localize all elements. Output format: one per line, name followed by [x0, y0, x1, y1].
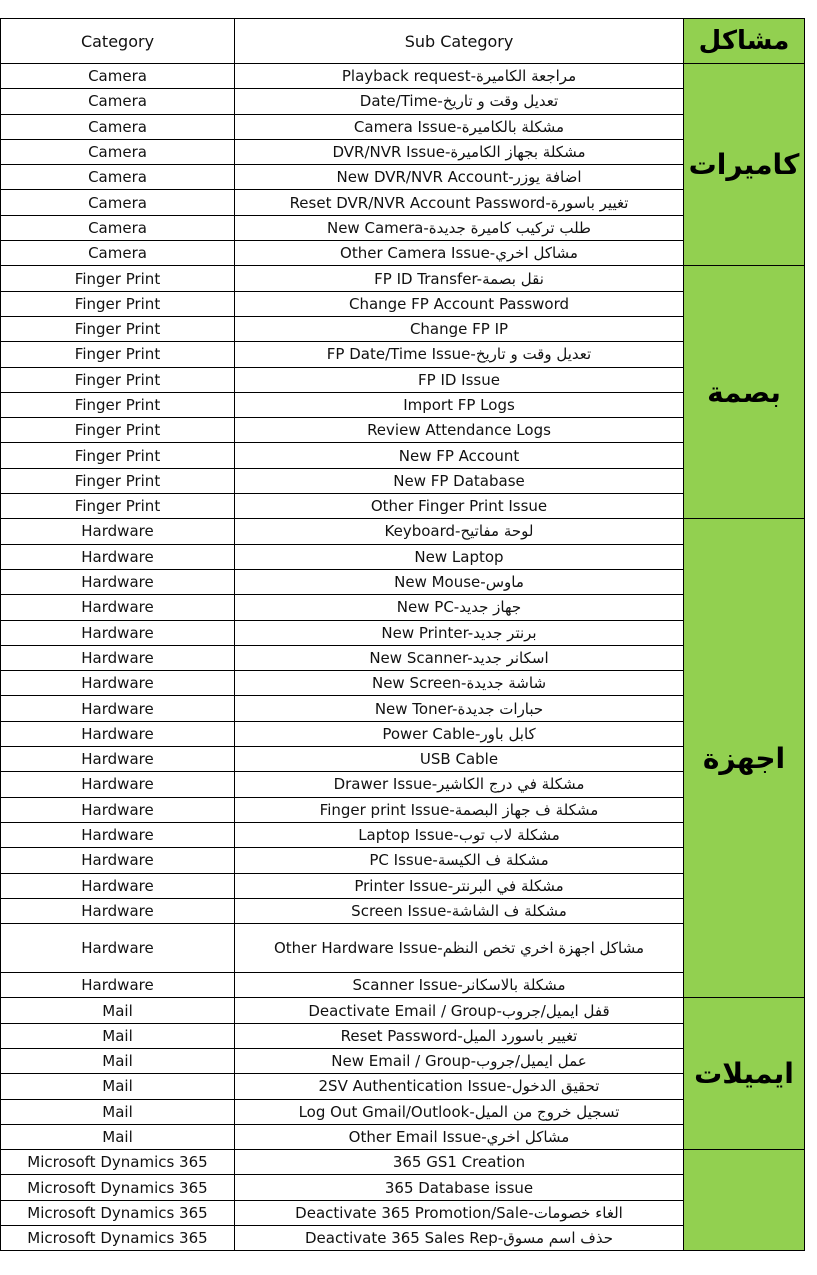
- table-row: [1, 1150, 805, 1175]
- category-cell: Microsoft Dynamics 365: [1, 1200, 235, 1225]
- category-cell: Mail: [1, 1048, 235, 1073]
- category-cell: Finger Print: [1, 392, 235, 417]
- sub-category-cell: [235, 1150, 684, 1175]
- header-row: [1, 19, 805, 64]
- category-cell: Hardware: [1, 973, 235, 998]
- sub-category-text: New Camera-طلب تركيب كاميرة جديدة: [326, 218, 591, 237]
- sub-category-text: New FP Database: [393, 471, 525, 490]
- sub-category-text: New PC-جهاز جديد: [396, 598, 522, 617]
- sub-category-cell: [235, 1099, 684, 1124]
- category-cell: Camera: [1, 114, 235, 139]
- sub-category-cell: [235, 924, 684, 973]
- table-row: [1, 998, 805, 1023]
- sub-category-cell: [235, 89, 684, 114]
- category-cell: Hardware: [1, 822, 235, 847]
- sub-category-cell: [235, 519, 684, 544]
- category-cell: Microsoft Dynamics 365: [1, 1150, 235, 1175]
- sub-category-text: Finger print Issue-مشكلة ف جهاز البصمة: [319, 800, 599, 819]
- sub-category-cell: [235, 822, 684, 847]
- category-cell: Finger Print: [1, 291, 235, 316]
- category-cell: Finger Print: [1, 367, 235, 392]
- sub-category-text: New Mouse-ماوس: [394, 573, 524, 592]
- category-cell: Microsoft Dynamics 365: [1, 1226, 235, 1251]
- sub-category-cell: [235, 367, 684, 392]
- category-cell: Hardware: [1, 873, 235, 898]
- sub-category-cell: [235, 595, 684, 620]
- sub-category-text: FP ID Transfer-نقل بصمة: [374, 269, 544, 288]
- sub-category-text: Playback request-مراجعة الكاميرة: [341, 67, 577, 86]
- table-row: [1, 64, 805, 89]
- header-category: Category: [1, 19, 235, 64]
- category-cell: Hardware: [1, 645, 235, 670]
- sub-category-text: 2SV Authentication Issue-تحقيق الدخول: [318, 1077, 600, 1096]
- sub-category-text: Review Attendance Logs: [367, 421, 551, 440]
- sub-category-text: FP ID Issue: [418, 370, 500, 389]
- sub-category-text: New Email / Group-عمل ايميل/جروب: [331, 1052, 587, 1071]
- sub-category-text: New Toner-حبارات جديدة: [374, 699, 544, 718]
- sub-category-text: New Printer-برنتر جديد: [381, 623, 537, 642]
- sub-category-text: 365 Database issue: [384, 1178, 534, 1197]
- category-cell: Hardware: [1, 747, 235, 772]
- sub-category-cell: [235, 1023, 684, 1048]
- header-group: مشاكل: [684, 19, 805, 64]
- sub-category-cell: [235, 1226, 684, 1251]
- sub-category-text: New Laptop: [414, 547, 504, 566]
- category-cell: Hardware: [1, 772, 235, 797]
- sub-category-text: Drawer Issue-مشكلة في درج الكاشير: [333, 775, 585, 794]
- sub-category-text: Deactivate Email / Group-قفل ايميل/جروب: [308, 1001, 610, 1020]
- category-cell: Finger Print: [1, 418, 235, 443]
- sub-category-text: New FP Account: [398, 446, 520, 465]
- sub-category-cell: [235, 1200, 684, 1225]
- category-cell: Finger Print: [1, 342, 235, 367]
- category-cell: Mail: [1, 1099, 235, 1124]
- category-cell: Camera: [1, 89, 235, 114]
- group-label: كاميرات: [684, 64, 805, 266]
- category-cell: Hardware: [1, 797, 235, 822]
- sub-category-text: Reset DVR/NVR Account Password-تغيير باسورة: [289, 193, 629, 212]
- subcategory-table: [0, 18, 805, 1251]
- category-cell: Finger Print: [1, 443, 235, 468]
- table-row: [1, 266, 805, 291]
- sub-category-cell: [235, 392, 684, 417]
- sub-category-cell: [235, 998, 684, 1023]
- sub-category-text: Printer Issue-مشكلة في البرنتر: [354, 876, 564, 895]
- category-cell: Camera: [1, 190, 235, 215]
- table-row: [1, 519, 805, 544]
- header-sub-category: Sub Category: [235, 19, 684, 64]
- category-cell: Camera: [1, 165, 235, 190]
- category-cell: Microsoft Dynamics 365: [1, 1175, 235, 1200]
- sub-category-text: PC Issue-مشكلة ف الكيسة: [369, 851, 549, 870]
- sub-category-cell: [235, 316, 684, 341]
- sub-category-text: Keyboard-لوحة مفاتيح: [384, 522, 534, 541]
- sub-category-cell: [235, 1074, 684, 1099]
- sub-category-cell: [235, 671, 684, 696]
- sub-category-cell: [235, 494, 684, 519]
- category-cell: Hardware: [1, 721, 235, 746]
- category-cell: Camera: [1, 241, 235, 266]
- category-cell: Hardware: [1, 898, 235, 923]
- sub-category-cell: [235, 696, 684, 721]
- sub-category-cell: [235, 544, 684, 569]
- sub-category-text: Screen Issue-مشكلة ف الشاشة: [351, 901, 567, 920]
- sub-category-text: Deactivate 365 Promotion/Sale-الغاء خصومات: [295, 1203, 623, 1222]
- category-cell: Camera: [1, 215, 235, 240]
- sub-category-text: Camera Issue-مشكلة بالكاميرة: [353, 117, 565, 136]
- sub-category-text: New DVR/NVR Account-اضافة يوزر: [336, 168, 582, 187]
- sub-category-cell: [235, 241, 684, 266]
- sub-category-text: Other Hardware Issue-مشاكل اجهزة اخري تخص النظم: [273, 939, 645, 958]
- sub-category-text: FP Date/Time Issue-تعديل وقت و تاريخ: [326, 345, 592, 364]
- sub-category-text: Deactivate 365 Sales Rep-حذف اسم مسوق: [305, 1229, 613, 1248]
- category-cell: Mail: [1, 1124, 235, 1149]
- category-cell: Camera: [1, 139, 235, 164]
- sub-category-cell: [235, 797, 684, 822]
- sub-category-text: Change FP IP: [409, 320, 509, 339]
- category-cell: Hardware: [1, 595, 235, 620]
- sub-category-text: New Screen-شاشة جديدة: [371, 674, 547, 693]
- sub-category-cell: [235, 1048, 684, 1073]
- sub-category-cell: [235, 848, 684, 873]
- category-cell: Mail: [1, 1074, 235, 1099]
- sub-category-text: Change FP Account Password: [348, 294, 570, 313]
- sub-category-cell: [235, 190, 684, 215]
- category-cell: Finger Print: [1, 494, 235, 519]
- sub-category-cell: [235, 645, 684, 670]
- category-cell: Hardware: [1, 671, 235, 696]
- sub-category-cell: [235, 443, 684, 468]
- sub-category-text: Other Camera Issue-مشاكل اخري: [340, 244, 578, 263]
- category-cell: Hardware: [1, 620, 235, 645]
- sub-category-cell: [235, 64, 684, 89]
- sub-category-cell: [235, 620, 684, 645]
- sub-category-cell: [235, 418, 684, 443]
- table-body: [1, 64, 805, 1251]
- sub-category-cell: [235, 266, 684, 291]
- sub-category-cell: [235, 1175, 684, 1200]
- group-label: اجهزة: [684, 519, 805, 998]
- sub-category-text: 365 GS1 Creation: [392, 1153, 526, 1172]
- category-cell: Hardware: [1, 924, 235, 973]
- sub-category-cell: [235, 139, 684, 164]
- sub-category-text: Import FP Logs: [403, 396, 515, 414]
- sub-category-text: Other Finger Print Issue: [370, 497, 548, 516]
- category-cell: Hardware: [1, 569, 235, 594]
- sub-category-text: Log Out Gmail/Outlook-تسجيل خروج من الميل: [298, 1102, 620, 1121]
- sub-category-text: New Scanner-اسكانر جديد: [369, 648, 549, 667]
- sub-category-cell: [235, 291, 684, 316]
- group-label: [684, 1150, 805, 1251]
- sub-category-text: Other Email Issue-مشاكل اخري: [348, 1128, 570, 1147]
- category-cell: Finger Print: [1, 266, 235, 291]
- sub-category-text: DVR/NVR Issue-مشكلة بجهاز الكاميرة: [332, 143, 586, 162]
- sub-category-cell: [235, 114, 684, 139]
- category-cell: Hardware: [1, 544, 235, 569]
- sub-category-text: Power Cable-كابل باور: [382, 724, 536, 743]
- sub-category-text: Date/Time-تعديل وقت و تاريخ: [359, 92, 559, 111]
- sub-category-cell: [235, 569, 684, 594]
- sub-category-cell: [235, 468, 684, 493]
- sub-category-text: USB Cable: [419, 750, 499, 769]
- category-cell: Hardware: [1, 519, 235, 544]
- sub-category-cell: [235, 165, 684, 190]
- sub-category-cell: [235, 342, 684, 367]
- sub-category-cell: [235, 721, 684, 746]
- category-cell: Hardware: [1, 848, 235, 873]
- sub-category-text: Laptop Issue-مشكلة لاب توب: [358, 826, 560, 845]
- category-cell: Finger Print: [1, 316, 235, 341]
- category-cell: Camera: [1, 64, 235, 89]
- group-label: بصمة: [684, 266, 805, 519]
- category-cell: Hardware: [1, 696, 235, 721]
- category-cell: Mail: [1, 1023, 235, 1048]
- group-label: ايميلات: [684, 998, 805, 1150]
- sub-category-cell: [235, 898, 684, 923]
- sub-category-text: Reset Password-تغيير باسورد الميل: [340, 1026, 578, 1045]
- sub-category-cell: [235, 215, 684, 240]
- sub-category-cell: [235, 973, 684, 998]
- sub-category-text: Scanner Issue-مشكلة بالاسكانر: [352, 976, 566, 995]
- category-cell: Finger Print: [1, 468, 235, 493]
- category-cell: Mail: [1, 998, 235, 1023]
- sub-category-cell: [235, 772, 684, 797]
- sub-category-cell: [235, 747, 684, 772]
- sub-category-cell: [235, 1124, 684, 1149]
- sub-category-cell: [235, 873, 684, 898]
